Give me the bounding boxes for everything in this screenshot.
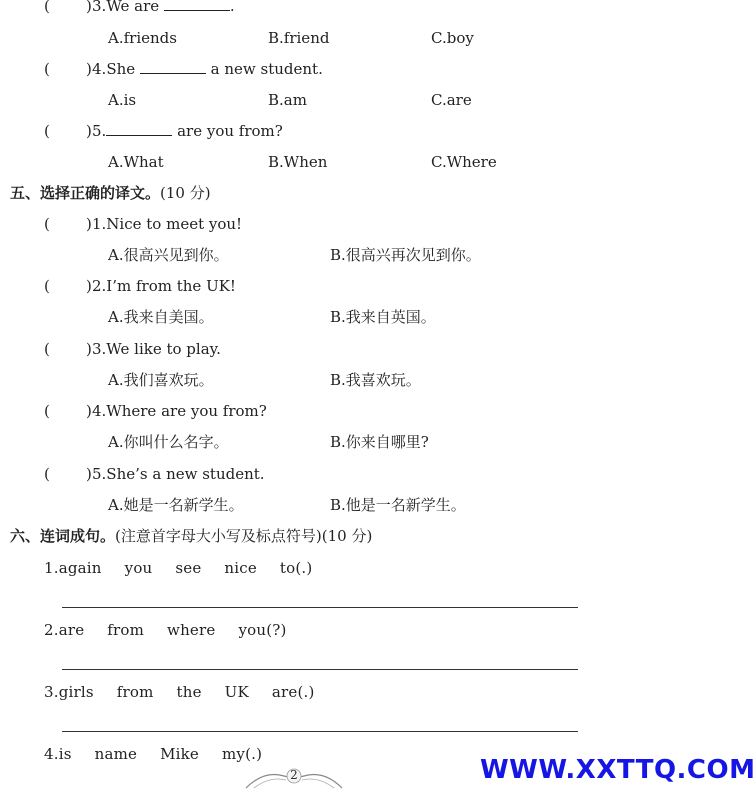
word: UK (224, 683, 249, 701)
section-6-title: 六、连词成句。(注意首字母大小写及标点符号)(10 分) (10, 527, 373, 545)
word: nice (224, 559, 257, 577)
answer-paren-open: ( (44, 465, 50, 483)
option-c: C.boy (431, 29, 474, 47)
option-a: A.What (108, 153, 164, 171)
word-list (44, 682, 333, 702)
answer-paren-close: ) (86, 340, 92, 358)
word-list (44, 558, 330, 578)
question-text: 5.She’s a new student. (92, 465, 265, 483)
option-b: B.你来自哪里? (330, 433, 429, 451)
answer-paren-open: ( (44, 0, 50, 15)
word: name (94, 745, 138, 763)
option-c: C.Where (431, 153, 497, 171)
question-text: 4.Where are you from? (92, 402, 267, 420)
option-a: A.她是一名新学生。 (108, 496, 244, 514)
fill-blank (140, 59, 206, 74)
option-b: B.am (268, 91, 307, 109)
section-points: (10 分) (321, 527, 373, 545)
option-a: A.我们喜欢玩。 (108, 371, 214, 389)
question-text: 5. are you from? (92, 122, 283, 140)
answer-paren-open: ( (44, 277, 50, 295)
section-5-title: 五、选择正确的译文。(10 分) (10, 184, 211, 202)
option-b: B.我喜欢玩。 (330, 371, 421, 389)
page-number-ornament (244, 764, 344, 790)
word: where (167, 621, 216, 639)
word: 2.are (44, 621, 85, 639)
word: are(.) (271, 683, 315, 701)
answer-paren-open: ( (44, 60, 50, 78)
word: you (124, 559, 153, 577)
word: see (175, 559, 202, 577)
answer-paren-close: ) (86, 277, 92, 295)
word-list (44, 744, 280, 764)
word: my(.) (221, 745, 263, 763)
question-text: 4.She a new student. (92, 60, 323, 78)
word: Mike (160, 745, 199, 763)
option-b: B.friend (268, 29, 330, 47)
word: 1.again (44, 559, 102, 577)
option-a: A.我来自美国。 (108, 308, 214, 326)
word: to(.) (279, 559, 313, 577)
question-text: 2.I’m from the UK! (92, 277, 236, 295)
option-a: A.你叫什么名字。 (108, 433, 229, 451)
fill-blank (106, 121, 172, 136)
option-b: B.我来自英国。 (330, 308, 436, 326)
page-number: 2 (290, 768, 298, 782)
option-a: A.is (108, 91, 137, 109)
answer-writing-line[interactable] (62, 731, 578, 732)
site-watermark: WWW.XXTTQ.COM (480, 755, 756, 785)
section-note: (注意首字母大小写及标点符号) (115, 527, 322, 545)
answer-paren-open: ( (44, 215, 50, 233)
option-b: B.When (268, 153, 328, 171)
word: from (116, 683, 154, 701)
answer-paren-open: ( (44, 402, 50, 420)
question-text: 3.We are . (92, 0, 235, 16)
answer-paren-close: ) (86, 60, 92, 78)
answer-paren-close: ) (86, 465, 92, 483)
answer-writing-line[interactable] (62, 669, 578, 670)
answer-paren-close: ) (86, 122, 92, 140)
option-b: B.他是一名新学生。 (330, 496, 466, 514)
option-c: C.are (431, 91, 472, 109)
answer-paren-open: ( (44, 122, 50, 140)
section-points: (10 分) (160, 184, 211, 202)
word: the (176, 683, 202, 701)
question-text: 3.We like to play. (92, 340, 221, 358)
answer-paren-close: ) (86, 402, 92, 420)
fill-blank (164, 0, 230, 11)
option-a: A.很高兴见到你。 (108, 246, 229, 264)
word: from (107, 621, 145, 639)
option-a: A.friends (108, 29, 177, 47)
answer-writing-line[interactable] (62, 607, 578, 608)
answer-paren-close: ) (86, 0, 92, 15)
answer-paren-close: ) (86, 215, 92, 233)
answer-paren-open: ( (44, 340, 50, 358)
word: 4.is (44, 745, 72, 763)
word-list (44, 620, 305, 640)
option-b: B.很高兴再次见到你。 (330, 246, 481, 264)
word: you(?) (238, 621, 287, 639)
word: 3.girls (44, 683, 94, 701)
question-text: 1.Nice to meet you! (92, 215, 243, 233)
